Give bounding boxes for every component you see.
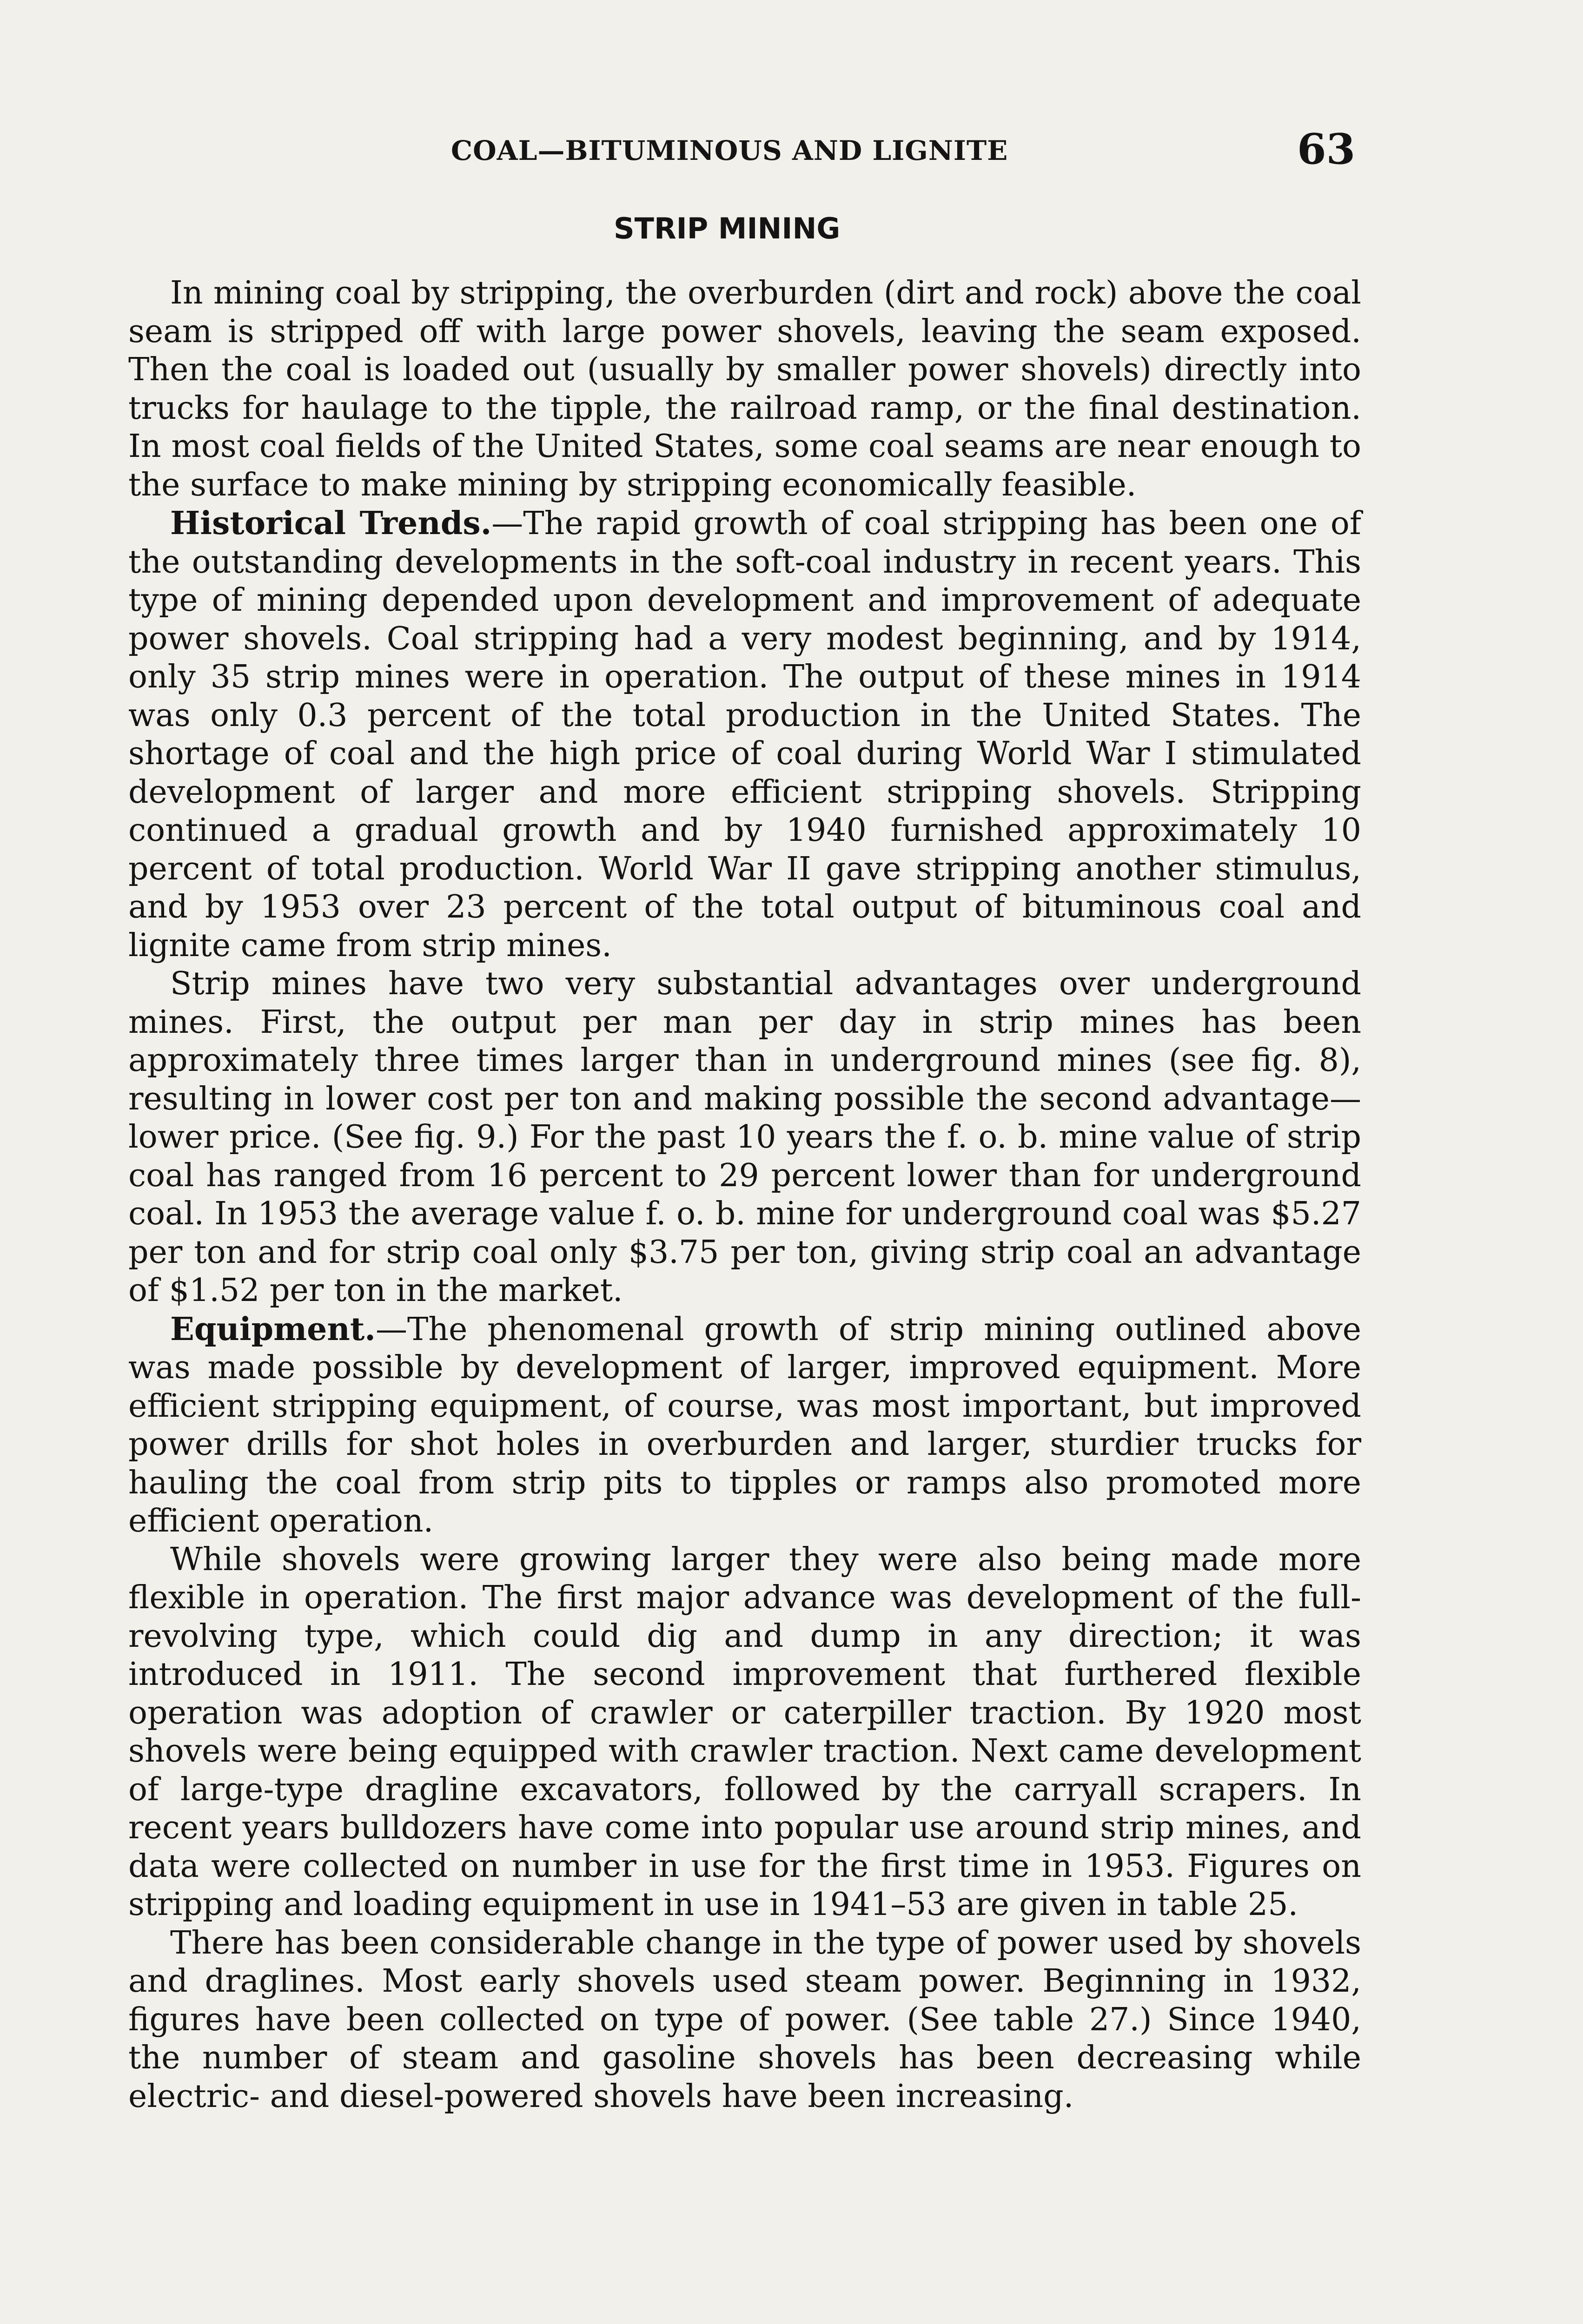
paragraph-lead-heading: Equipment. xyxy=(170,1310,376,1348)
paragraph-shovels xyxy=(128,1541,1361,1924)
paragraph-text: —The phenomenal growth of strip mining outlined above was made possible by development of larger, improved equipment. More efficient stripping equipment, of course, was most important, but improved power drills for shot holes in overburden and larger, sturdier trucks for hauling the coal from strip pits to tipples or ramps also promoted more efficient operation. xyxy=(128,1311,1361,1539)
paragraph-text: There has been considerable change in the type of power used by shovels and draglines. Most early shovels used steam power. Beginning in 1932, figures have been collected on type of power. (See table 27.) Since 1940, the number of steam and gasoline shovels has been decreasing while electric- and diesel-powered shovels have been increasing. xyxy=(128,1924,1361,2115)
body-text xyxy=(128,274,1361,2116)
paragraph-intro xyxy=(128,274,1361,504)
paragraph-power-types xyxy=(128,1924,1361,2116)
paragraph-lead-heading: Historical Trends. xyxy=(170,505,492,542)
section-title: STRIP MINING xyxy=(614,211,841,245)
paragraph-text: —The rapid growth of coal stripping has been one of the outstanding developments in the soft-coal industry in recent years. This type of mining depended upon development and improvement of adequate power shovels. Coal stripping had a very modest beginning, and by 1914, only 35 strip mines were in operation. The output of these mines in 1914 was only 0.3 percent of the total production in the United States. The shortage of coal and the high price of coal during World War I stimulated development of larger and more efficient stripping shovels. Stripping continued a gradual growth and by 1940 furnished approximately 10 percent of total production. World War II gave stripping another stimulus, and by 1953 over 23 percent of the total output of bituminous coal and lignite came from strip mines. xyxy=(128,505,1361,964)
paragraph-advantages xyxy=(128,965,1361,1310)
paragraph-equipment xyxy=(128,1310,1361,1541)
paragraph-text: In mining coal by stripping, the overburden (dirt and rock) above the coal seam is stripped off with large power shovels, leaving the seam exposed. Then the coal is loaded out (usually by smaller power shovels) directly into trucks for haulage to the tipple, the railroad ramp, or the final destination. In most coal fields of the United States, some coal seams are near enough to the surface to make mining by stripping economically feasible. xyxy=(128,275,1361,503)
running-head: COAL—BITUMINOUS AND LIGNITE xyxy=(451,135,1008,166)
page-number: 63 xyxy=(1297,125,1356,174)
paragraph-text: Strip mines have two very substantial advantages over underground mines. First, the output per man per day in strip mines has been approximately three times larger than in underground mines (see fig. 8), resulting in lower cost per ton and making possible the second advantage—lower price. (See fig. 9.) For the past 10 years the f. o. b. mine value of strip coal has ranged from 16 percent to 29 percent lower than for underground coal. In 1953 the average value f. o. b. mine for underground coal was $5.27 per ton and for strip coal only $3.75 per ton, giving strip coal an advantage of $1.52 per ton in the market. xyxy=(128,965,1361,1309)
paragraph-text: While shovels were growing larger they were also being made more flexible in operation. The first major advance was development of the full-revolving type, which could dig and dump in any direction; it was introduced in 1911. The second improvement that furthered flexible operation was adoption of crawler or caterpiller traction. By 1920 most shovels were being equipped with crawler traction. Next came development of large-type dragline excavators, followed by the carryall scrapers. In recent years bulldozers have come into popular use around strip mines, and data were collected on number in use for the first time in 1953. Figures on stripping and loading equipment in use in 1941–53 are given in table 25. xyxy=(128,1541,1361,1923)
paragraph-historical-trends xyxy=(128,504,1361,965)
